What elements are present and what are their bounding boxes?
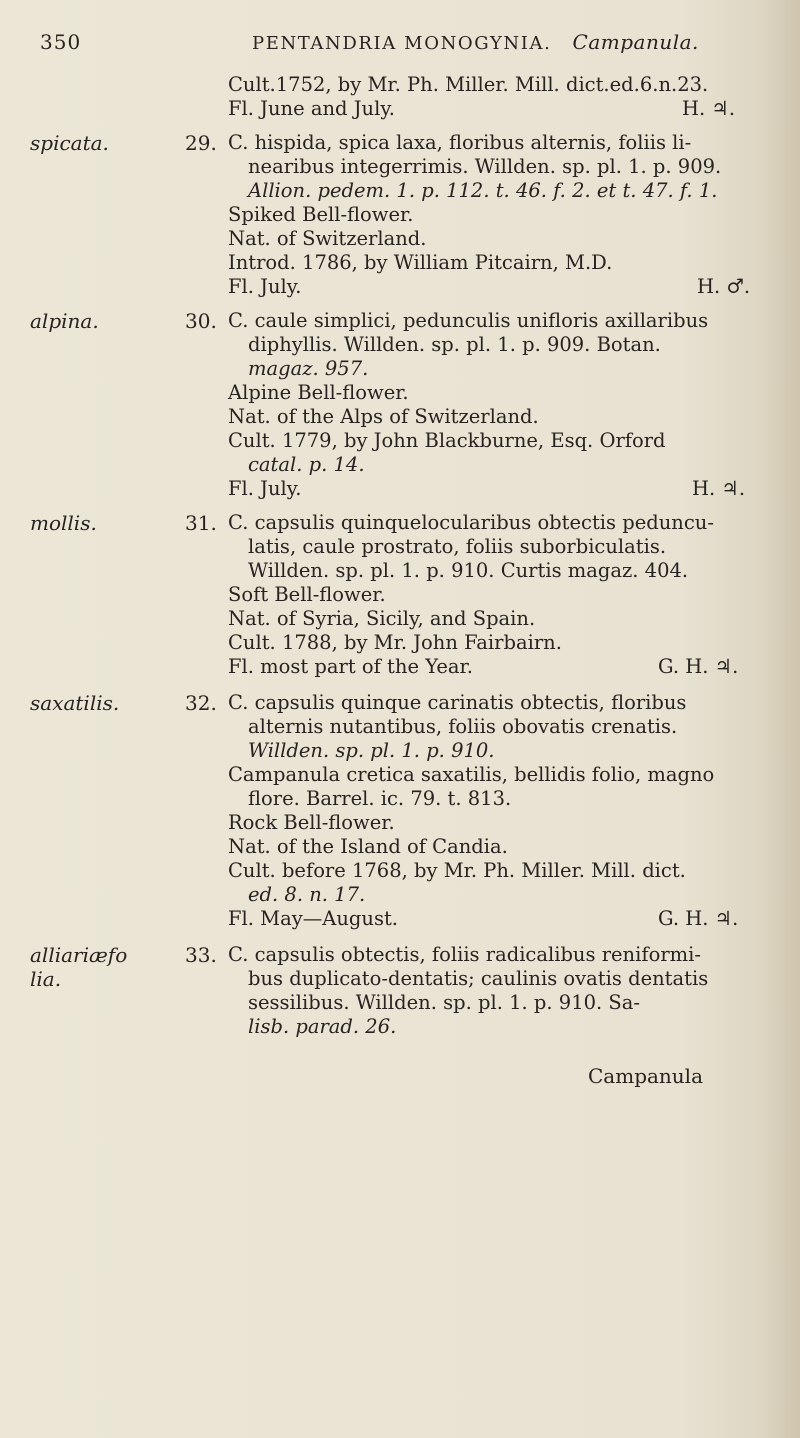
text-line: Rock Bell-flower. (228, 811, 395, 834)
species-number: 30. (185, 309, 217, 333)
text-line: Fl. June and July. (228, 97, 395, 120)
text-line: C. caule simplici, pedunculis unifloris axillaribus (228, 309, 709, 332)
text-line: C. capsulis quinque carinatis obtectis, floribus (228, 691, 687, 714)
species-epithet: mollis. (30, 511, 97, 535)
text-line: Allion. pedem. 1. p. 112. t. 46. f. 2. et t. 47. f. 1. (248, 179, 718, 202)
text-line: Nat. of the Alps of Switzerland. (228, 405, 539, 428)
habit-mark: G. H. ♃. (658, 907, 739, 930)
text-line: sessilibus. Willden. sp. pl. 1. p. 910. Sa- (248, 991, 640, 1014)
text-line: bus duplicato-dentatis; caulinis ovatis dentatis (248, 967, 709, 990)
species-number: 33. (185, 943, 217, 967)
text-line: Fl. July. (228, 275, 302, 298)
text-line: Spiked Bell-flower. (228, 203, 414, 226)
species-epithet: alpina. (30, 309, 99, 333)
habit-mark: H. ♂. (697, 275, 751, 298)
species-number: 32. (185, 691, 217, 715)
running-head-title: PENTANDRIA MONOGYNIA. (252, 33, 552, 54)
text-line: magaz. 957. (248, 357, 369, 380)
catchword: Campanula (588, 1064, 703, 1088)
text-line: Alpine Bell-flower. (228, 381, 409, 404)
running-head (252, 30, 699, 54)
text-line: Nat. of the Island of Candia. (228, 835, 508, 858)
text-line: Nat. of Syria, Sicily, and Spain. (228, 607, 536, 630)
text-line: catal. p. 14. (248, 453, 365, 476)
species-epithet-continued: lia. (30, 967, 62, 991)
text-line: latis, caule prostrato, foliis suborbiculatis. (248, 535, 667, 558)
page-number: 350 (40, 30, 82, 54)
text-line: Fl. July. (228, 477, 302, 500)
text-line: C. capsulis obtectis, foliis radicalibus reniformi- (228, 943, 701, 966)
text-line: diphyllis. Willden. sp. pl. 1. p. 909. Botan. (248, 333, 661, 356)
text-line: flore. Barrel. ic. 79. t. 813. (248, 787, 512, 810)
species-epithet: alliariæfo (30, 943, 128, 967)
page-header (28, 30, 770, 62)
text-line: C. hispida, spica laxa, floribus alternis, foliis li- (228, 131, 692, 154)
habit-mark: H. ♃. (692, 477, 746, 500)
text-line: Cult. 1779, by John Blackburne, Esq. Orford (228, 429, 666, 452)
text-line: C. capsulis quinquelocularibus obtectis peduncu- (228, 511, 714, 534)
running-head-genus: Campanula. (572, 30, 699, 54)
text-line: Campanula cretica saxatilis, bellidis folio, magno (228, 763, 715, 786)
text-line: Willden. sp. pl. 1. p. 910. Curtis magaz. 404. (248, 559, 689, 582)
species-epithet: saxatilis. (30, 691, 120, 715)
habit-mark: H. ♃. (682, 97, 736, 120)
text-line: Fl. most part of the Year. (228, 655, 473, 678)
text-line: nearibus integerrimis. Willden. sp. pl. 1. p. 909. (248, 155, 722, 178)
species-number: 29. (185, 131, 217, 155)
text-line: lisb. parad. 26. (248, 1015, 397, 1038)
text-line: Introd. 1786, by William Pitcairn, M.D. (228, 251, 613, 274)
text-line: Cult. before 1768, by Mr. Ph. Miller. Mill. dict. (228, 859, 686, 882)
text-line: Cult. 1788, by Mr. John Fairbairn. (228, 631, 562, 654)
text-line: Cult.1752, by Mr. Ph. Miller. Mill. dict.ed.6.n.23. (228, 73, 709, 96)
species-number: 31. (185, 511, 217, 535)
text-line: alternis nutantibus, foliis obovatis crenatis. (248, 715, 678, 738)
text-line: ed. 8. n. 17. (248, 883, 366, 906)
text-line: Nat. of Switzerland. (228, 227, 427, 250)
text-line: Fl. May—August. (228, 907, 398, 930)
species-epithet: spicata. (30, 131, 109, 155)
text-line: Willden. sp. pl. 1. p. 910. (248, 739, 495, 762)
habit-mark: G. H. ♃. (658, 655, 739, 678)
text-line: Soft Bell-flower. (228, 583, 386, 606)
